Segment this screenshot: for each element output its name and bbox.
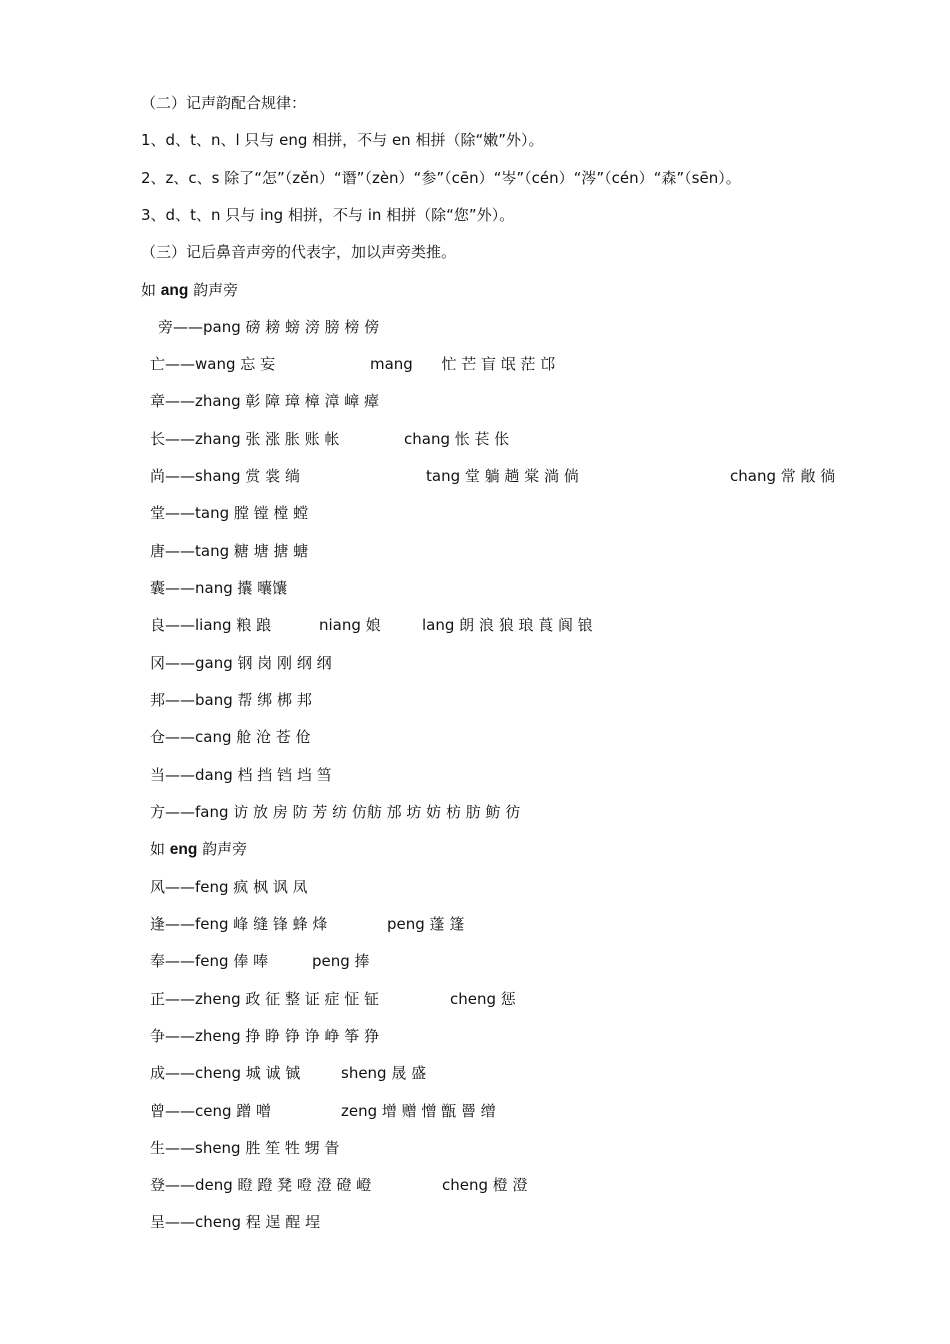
row-extra: lang 朗 浪 狼 琅 莨 阆 锒	[422, 616, 593, 634]
ang-row	[150, 653, 332, 673]
ang-row	[150, 690, 312, 710]
eng-row	[150, 1101, 850, 1121]
row-main: 生——sheng 胜 笙 牲 甥 眚	[150, 1139, 340, 1157]
ang-row	[150, 578, 287, 598]
row-main: 囊——nang 攮 囔馕	[150, 579, 288, 597]
ang-row	[150, 429, 850, 449]
eng-row	[150, 1175, 850, 1195]
eng-row	[150, 1063, 850, 1083]
ang-row	[150, 354, 850, 374]
row-main: 长——zhang 张 涨 胀 账 帐	[150, 430, 340, 448]
row-main: 旁——pang 磅 耪 螃 滂 膀 榜 傍	[158, 318, 380, 336]
row-main: 良——liang 粮 踉	[150, 616, 272, 634]
row-extra: niang 娘	[319, 616, 381, 634]
row-main: 堂——tang 膛 镗 樘 螳	[150, 504, 309, 522]
row-main: 逢——feng 峰 缝 锋 蜂 烽	[150, 915, 328, 933]
eng-row	[150, 989, 850, 1009]
rule-2: 2、z、c、s 除了“怎”（zěn）“谮”（zèn）“参”（cēn）“岑”（cén）“涔”（cén）“森”（sēn）。	[141, 169, 741, 187]
row-extra: cheng 惩	[450, 990, 516, 1008]
row-main: 成——cheng 城 诚 铖	[150, 1064, 301, 1082]
row-main: 仓——cang 舱 沧 苍 伧	[150, 728, 311, 746]
title-prefix: 如	[141, 281, 161, 299]
title-rhyme: eng	[169, 841, 198, 858]
row-extra: mang 忙 芒 盲 氓 茫 邙	[370, 355, 556, 373]
ang-row	[150, 503, 308, 523]
row-extra: peng 蓬 篷	[387, 915, 465, 933]
ang-row	[150, 466, 850, 486]
row-main: 争——zheng 挣 睁 铮 诤 峥 筝 狰	[150, 1027, 380, 1045]
row-main: 风——feng 疯 枫 讽 凤	[150, 878, 308, 896]
row-main: 曾——ceng 蹭 噌	[150, 1102, 272, 1120]
row-extra: peng 捧	[312, 952, 370, 970]
rule-3: 3、d、t、n 只与 ing 相拼，不与 in 相拼（除“您”外）。	[141, 206, 515, 224]
ang-row	[150, 765, 332, 785]
ang-row	[158, 317, 379, 337]
row-main: 登——deng 瞪 蹬 凳 噔 澄 磴 嶝	[150, 1176, 372, 1194]
title-suffix: 韵声旁	[197, 840, 248, 858]
row-main: 邦——bang 帮 绑 梆 邦	[150, 691, 312, 709]
eng-row	[150, 1212, 320, 1232]
row-main: 正——zheng 政 征 整 证 症 怔 钲	[150, 990, 380, 1008]
ang-section-title	[141, 280, 238, 301]
row-main: 当——dang 档 挡 铛 垱 筜	[150, 766, 332, 784]
row-main: 亡——wang 忘 妄	[150, 355, 276, 373]
ang-row	[150, 802, 520, 822]
rule-1: 1、d、t、n、l 只与 eng 相拼，不与 en 相拼（除“嫩”外）。	[141, 131, 544, 149]
section-heading-2: （二）记声韵配合规律：	[141, 94, 307, 112]
row-extra: sheng 晟 盛	[341, 1064, 427, 1082]
ang-row	[150, 727, 311, 747]
row-extra: chang 常 敞 徜	[730, 467, 836, 485]
ang-row	[150, 615, 850, 635]
eng-row	[150, 951, 850, 971]
row-extra: chang 怅 苌 伥	[404, 430, 510, 448]
eng-row	[150, 1138, 339, 1158]
title-suffix: 韵声旁	[188, 281, 239, 299]
eng-row	[150, 914, 850, 934]
row-main: 冈——gang 钢 岗 刚 纲 纲	[150, 654, 332, 672]
row-main: 方——fang 访 放 房 防 芳 纺 仿舫 邡 坊 妨 枋 肪 鲂 彷	[150, 803, 521, 821]
title-prefix: 如	[150, 840, 170, 858]
row-main: 尚——shang 赏 裳 绱	[150, 467, 300, 485]
ang-row	[150, 391, 379, 411]
row-main: 章——zhang 彰 障 璋 樟 漳 嶂 瘴	[150, 392, 379, 410]
ang-row	[150, 541, 308, 561]
row-extra: zeng 增 赠 憎 甑 罾 缯	[341, 1102, 496, 1120]
row-main: 呈——cheng 程 逞 酲 埕	[150, 1213, 321, 1231]
eng-section-title	[150, 839, 247, 860]
row-extra: cheng 橙 澄	[442, 1176, 528, 1194]
title-rhyme: ang	[160, 282, 189, 299]
row-main: 奉——feng 俸 唪	[150, 952, 269, 970]
section-heading-3: （三）记后鼻音声旁的代表字，加以声旁类推。	[141, 243, 457, 261]
eng-row	[150, 877, 308, 897]
row-extra: tang 堂 躺 趟 棠 淌 倘	[426, 467, 579, 485]
eng-row	[150, 1026, 379, 1046]
row-main: 唐——tang 糖 塘 搪 螗	[150, 542, 309, 560]
